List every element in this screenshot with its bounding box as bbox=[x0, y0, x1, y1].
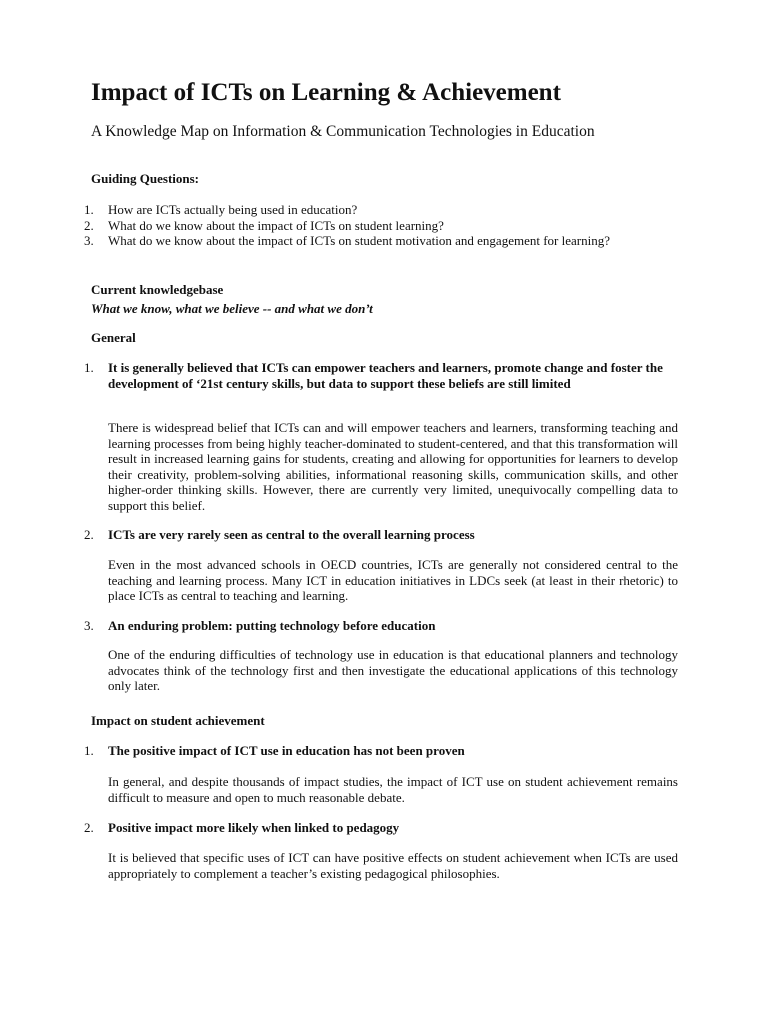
general-point-3-body: One of the enduring difficulties of technology use in education is that educational planners and technology advocates think of the technology first and then investigate the educational applications of this technology only later. bbox=[108, 647, 678, 693]
guiding-questions-list bbox=[84, 202, 684, 249]
list-item: 1. How are ICTs actually being used in education? bbox=[84, 202, 358, 217]
list-item: 2. What do we know about the impact of ICTs on student learning? bbox=[84, 217, 444, 233]
guiding-questions-label: Guiding Questions: bbox=[91, 171, 200, 186]
impact-point-2-body: It is believed that specific uses of ICT can have positive effects on student achievement when ICTs are used appropriately to complement a teacher’s existing pedagogical philosophies. bbox=[108, 850, 678, 881]
general-point-2: 2. ICTs are very rarely seen as central to the overall learning process bbox=[84, 527, 684, 543]
section-heading-general: General bbox=[91, 330, 136, 345]
impact-point-1-body: In general, and despite thousands of impact studies, the impact of ICT use on student achievement remains difficult to measure and open to much reasonable debate. bbox=[108, 774, 678, 805]
point-heading: An enduring problem: putting technology before education bbox=[108, 618, 436, 633]
point-heading: The positive impact of ICT use in education has not been proven bbox=[108, 743, 465, 758]
point-heading: ICTs are very rarely seen as central to the overall learning process bbox=[108, 527, 475, 542]
document-title: Impact of ICTs on Learning & Achievement bbox=[91, 79, 561, 106]
knowledgebase-label: Current knowledgebase bbox=[91, 282, 224, 297]
general-point-3: 3. An enduring problem: putting technology before education bbox=[84, 618, 684, 634]
general-point-1: 1. It is generally believed that ICTs can empower teachers and learners, promote change and foster the development of ‘21st century skills, but data to support these beliefs are still limited bbox=[84, 360, 684, 391]
impact-point-1: 1. The positive impact of ICT use in education has not been proven bbox=[84, 743, 684, 759]
knowledgebase-subheading: What we know, what we believe -- and what we don’t bbox=[91, 301, 373, 316]
list-item: 3. What do we know about the impact of ICTs on student motivation and engagement for learning? bbox=[84, 233, 610, 248]
impact-point-2: 2. Positive impact more likely when linked to pedagogy bbox=[84, 820, 684, 836]
point-heading: It is generally believed that ICTs can empower teachers and learners, promote change and foster the development of ‘21st century skills, but data to support these beliefs are still limited bbox=[108, 360, 663, 391]
document-subtitle: A Knowledge Map on Information & Communication Technologies in Education bbox=[91, 123, 595, 140]
section-heading-impact: Impact on student achievement bbox=[91, 713, 265, 728]
general-point-2-body: Even in the most advanced schools in OECD countries, ICTs are generally not considered central to the teaching and learning process. Many ICT in education initiatives in LDCs seek (at least in their rhetoric) to place ICTs as central to teaching and learning. bbox=[108, 557, 678, 603]
point-heading: Positive impact more likely when linked to pedagogy bbox=[108, 820, 400, 835]
general-point-1-body: There is widespread belief that ICTs can and will empower teachers and learners, transforming teaching and learning processes from being highly teacher-dominated to student-centered, and that this transformation will result in increased learning gains for students, creating and allowing for opportunities for learners to develop their creativity, problem-solving abilities, informational reasoning skills, communication skills, and other higher-order thinking skills. However, there are currently very limited, unequivocally compelling data to support this belief. bbox=[108, 420, 678, 513]
